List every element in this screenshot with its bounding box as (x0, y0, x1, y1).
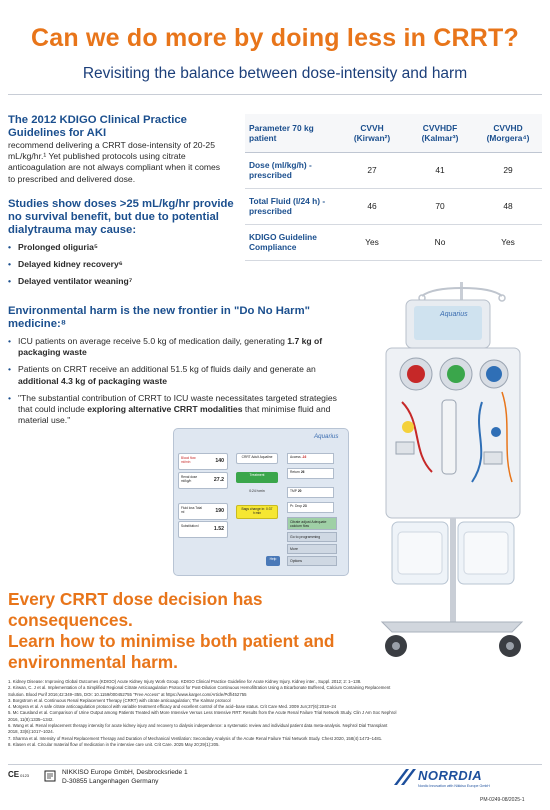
norrdia-tagline: Nordic Innovation with Nikkiso Europe GmbH (418, 784, 490, 788)
company-city: D-30855 Langenhagen Germany (62, 777, 159, 785)
bags-change-box: Bags change in: 0:37 h:min (236, 505, 278, 519)
mode-box: CRRT Adult Aqualine (236, 453, 278, 464)
environmental-list (8, 336, 353, 426)
table-cell: Yes (474, 224, 542, 260)
call-to-action (8, 589, 388, 673)
pressure-tmp: TMP 20 (287, 487, 334, 498)
table-row (245, 152, 542, 188)
list-item: • Delayed kidney recovery⁶ (8, 259, 236, 270)
aquarius-machine-image (362, 282, 544, 670)
renal-dose-box: Renal dose ml/kg/h 27.2 (178, 472, 228, 489)
table-header-cell: CVVHD (Morgera⁴) (474, 114, 542, 152)
table-cell: Yes (338, 224, 406, 260)
table-header-cell: Parameter 70 kg patient (245, 114, 338, 152)
reference-item: Solution. Blood Purif 2016;42:349–355, DOI: 10.1159/000452755 "Free Access" at https://www.karger.com/Article/Pdf/452755 (8, 691, 247, 697)
table-cell: 29 (474, 152, 542, 188)
reference-item: 6. Wang et al. Renal replacement therapy intensity for acute kidney injury and recovery to dialysis independence: a systematic review and individual patient data meta-analysis. Nephrol Dial Transplant (8, 723, 388, 729)
aquarius-screen-image (173, 428, 349, 576)
table-cell: Total Fluid (l/24 h) - prescribed (245, 188, 338, 224)
studies-list (8, 242, 236, 288)
list-item: • Prolonged oliguria⁵ (8, 242, 236, 253)
studies-section (8, 198, 236, 294)
company-name: NIKKISO Europe GmbH, Desbrocksriede 1 (62, 769, 188, 776)
table-cell: 48 (474, 188, 542, 224)
help-button: Help (266, 556, 280, 566)
table-cell: No (406, 224, 474, 260)
references (8, 679, 540, 748)
screen-logo: Aquarius (314, 433, 339, 440)
document-code: PM-0249-08/2025-1 (480, 797, 525, 803)
norrdia-logo-icon (392, 767, 418, 792)
reference-item: 7. Sharma et al. Intensity of Renal Replacement Therapy and Duration of Mechanical Ventilation: Secondary Analysis of the Acute Renal Failure Trial Network Study. Chest 2020, 158(4):1473–1481. (8, 735, 383, 741)
substitution-box: Substitution l 1.52 (178, 521, 228, 538)
go-to-programming-button: Go to programming (287, 532, 337, 542)
kdigo-section (8, 114, 226, 185)
table-cell: 27 (338, 152, 406, 188)
environmental-section (8, 305, 353, 432)
table-cell: 70 (406, 188, 474, 224)
list-item: • ICU patients on average receive 5.0 kg of medication daily, generating 1.7 kg of packaging waste (8, 336, 353, 358)
list-item: • "The substantial contribution of CRRT to ICU waste necessitates targeted strategies that could include exploring alternative CRRT modalities that minimise fluid and material use." (8, 393, 353, 427)
cta-line-2: Learn how to minimise both patient and environmental harm. (8, 631, 335, 672)
fluid-loss-box: Fluid loss Total ml 190 (178, 503, 228, 520)
device-logo: Aquarius (440, 311, 468, 318)
reference-item: 3. Borgstrom et al. Continuous Renal Replacement Therapy (CRRT) with citrate anticoagulation; The Kalmar protocol (8, 697, 231, 703)
reference-item: 2018, 33(6):1017–1024. (8, 729, 54, 735)
pressure-return: Return 26 (287, 468, 334, 479)
table-cell: 46 (338, 188, 406, 224)
footer-divider (8, 764, 542, 765)
options-button: Options (287, 556, 337, 566)
page-title: Can we do more by doing less in CRRT? (30, 24, 519, 52)
kdigo-body: recommend delivering a CRRT dose-intensity of 20-25 mL/kg/hr.¹ Yet published protocols using citrate anticoagulation are not always compliant when it comes to prescribed and delivered dose. (8, 140, 221, 184)
table-header-cell: CVVHDF (Kalmar³) (406, 114, 474, 152)
more-button: More (287, 544, 337, 554)
blood-flow-box: Blood flow ml/min 140 (178, 453, 228, 470)
reference-item: 2. Kirwan, C. J et al. Implementation of a Simplified Regional Citrate Anticoagulation Protocol for Post-Dilution Continuous Hemofiltration Using a Bicarbonate Buffered, Calcium Containing Replacement (8, 685, 391, 691)
pressure-access: Access -16 (287, 453, 334, 464)
company-address (62, 769, 188, 786)
protocol-comparison-table (245, 114, 542, 261)
citrate-adjust-button: Citrate adjust Adequate calcium flow (287, 517, 337, 530)
table-header-cell: CVVH (Kirwan²) (338, 114, 406, 152)
table-header-row (245, 114, 542, 152)
table-cell: 41 (406, 152, 474, 188)
reference-item: 1. Kidney Disease: Improving Global Outcomes (KDIGO) Acute Kidney Injury Work Group. KDIGO Clinical Practice Guideline for Acute Kidney Injury. Kidney inter., Suppl. 2012; 2: 1–138. (8, 679, 362, 684)
studies-heading: Studies show doses >25 mL/kg/hr provide no survival benefit, but due to potential dialytrauma may cause: (8, 198, 234, 236)
kdigo-heading: The 2012 KDIGO Clinical Practice Guidelines for AKI (8, 114, 187, 139)
norrdia-brand: NORRDIA (418, 768, 483, 783)
table-cell: Dose (ml/kg/h) - prescribed (245, 152, 338, 188)
pressure-drop: Pr. Drop 23 (287, 502, 334, 513)
table-row (245, 224, 542, 260)
reference-item: 8. Klasen et al. Circular material flow of medication in the intensive care unit. Crit Care. 2025 May 20;29(1):205. (8, 741, 220, 747)
cta-line-1: Every CRRT dose decision has consequences. (8, 589, 263, 630)
header-divider (8, 94, 542, 95)
reference-item: 5. Mc Causland et al. Comparison of Urine Output among Patients Treated with More Intensive Versus Less Intensive RRT: Results from the Acute Renal Failure Trial Network Study. Clin J Am Soc Nephrol (8, 710, 397, 716)
table-row (245, 188, 542, 224)
page-subtitle: Revisiting the balance between dose-intensity and harm (82, 65, 468, 82)
treatment-status: Treatment (236, 472, 278, 483)
list-item: • Patients on CRRT receive an additional 51.5 kg of fluids daily and generate an additional 4.3 kg of packaging waste (8, 364, 353, 386)
treatment-time: 0:24 h:min (249, 489, 265, 493)
ce-mark: CE0123 (8, 770, 30, 779)
table-cell: KDIGO Guideline Compliance (245, 224, 338, 260)
list-item: • Delayed ventilator weaning⁷ (8, 276, 236, 287)
reference-item: 2016, 11(8):1335–1342. (8, 716, 54, 722)
book-icon (44, 769, 56, 787)
environmental-heading: Environmental harm is the new frontier in "Do No Harm" medicine:⁸ (8, 305, 310, 330)
reference-item: 4. Morgera et al. A safe citrate anticoagulation protocol with variable treatment efficacy and excellent control of the acid–base status. Crit Care Med. 2009 Jun;37(6):2018–24 (8, 704, 337, 710)
